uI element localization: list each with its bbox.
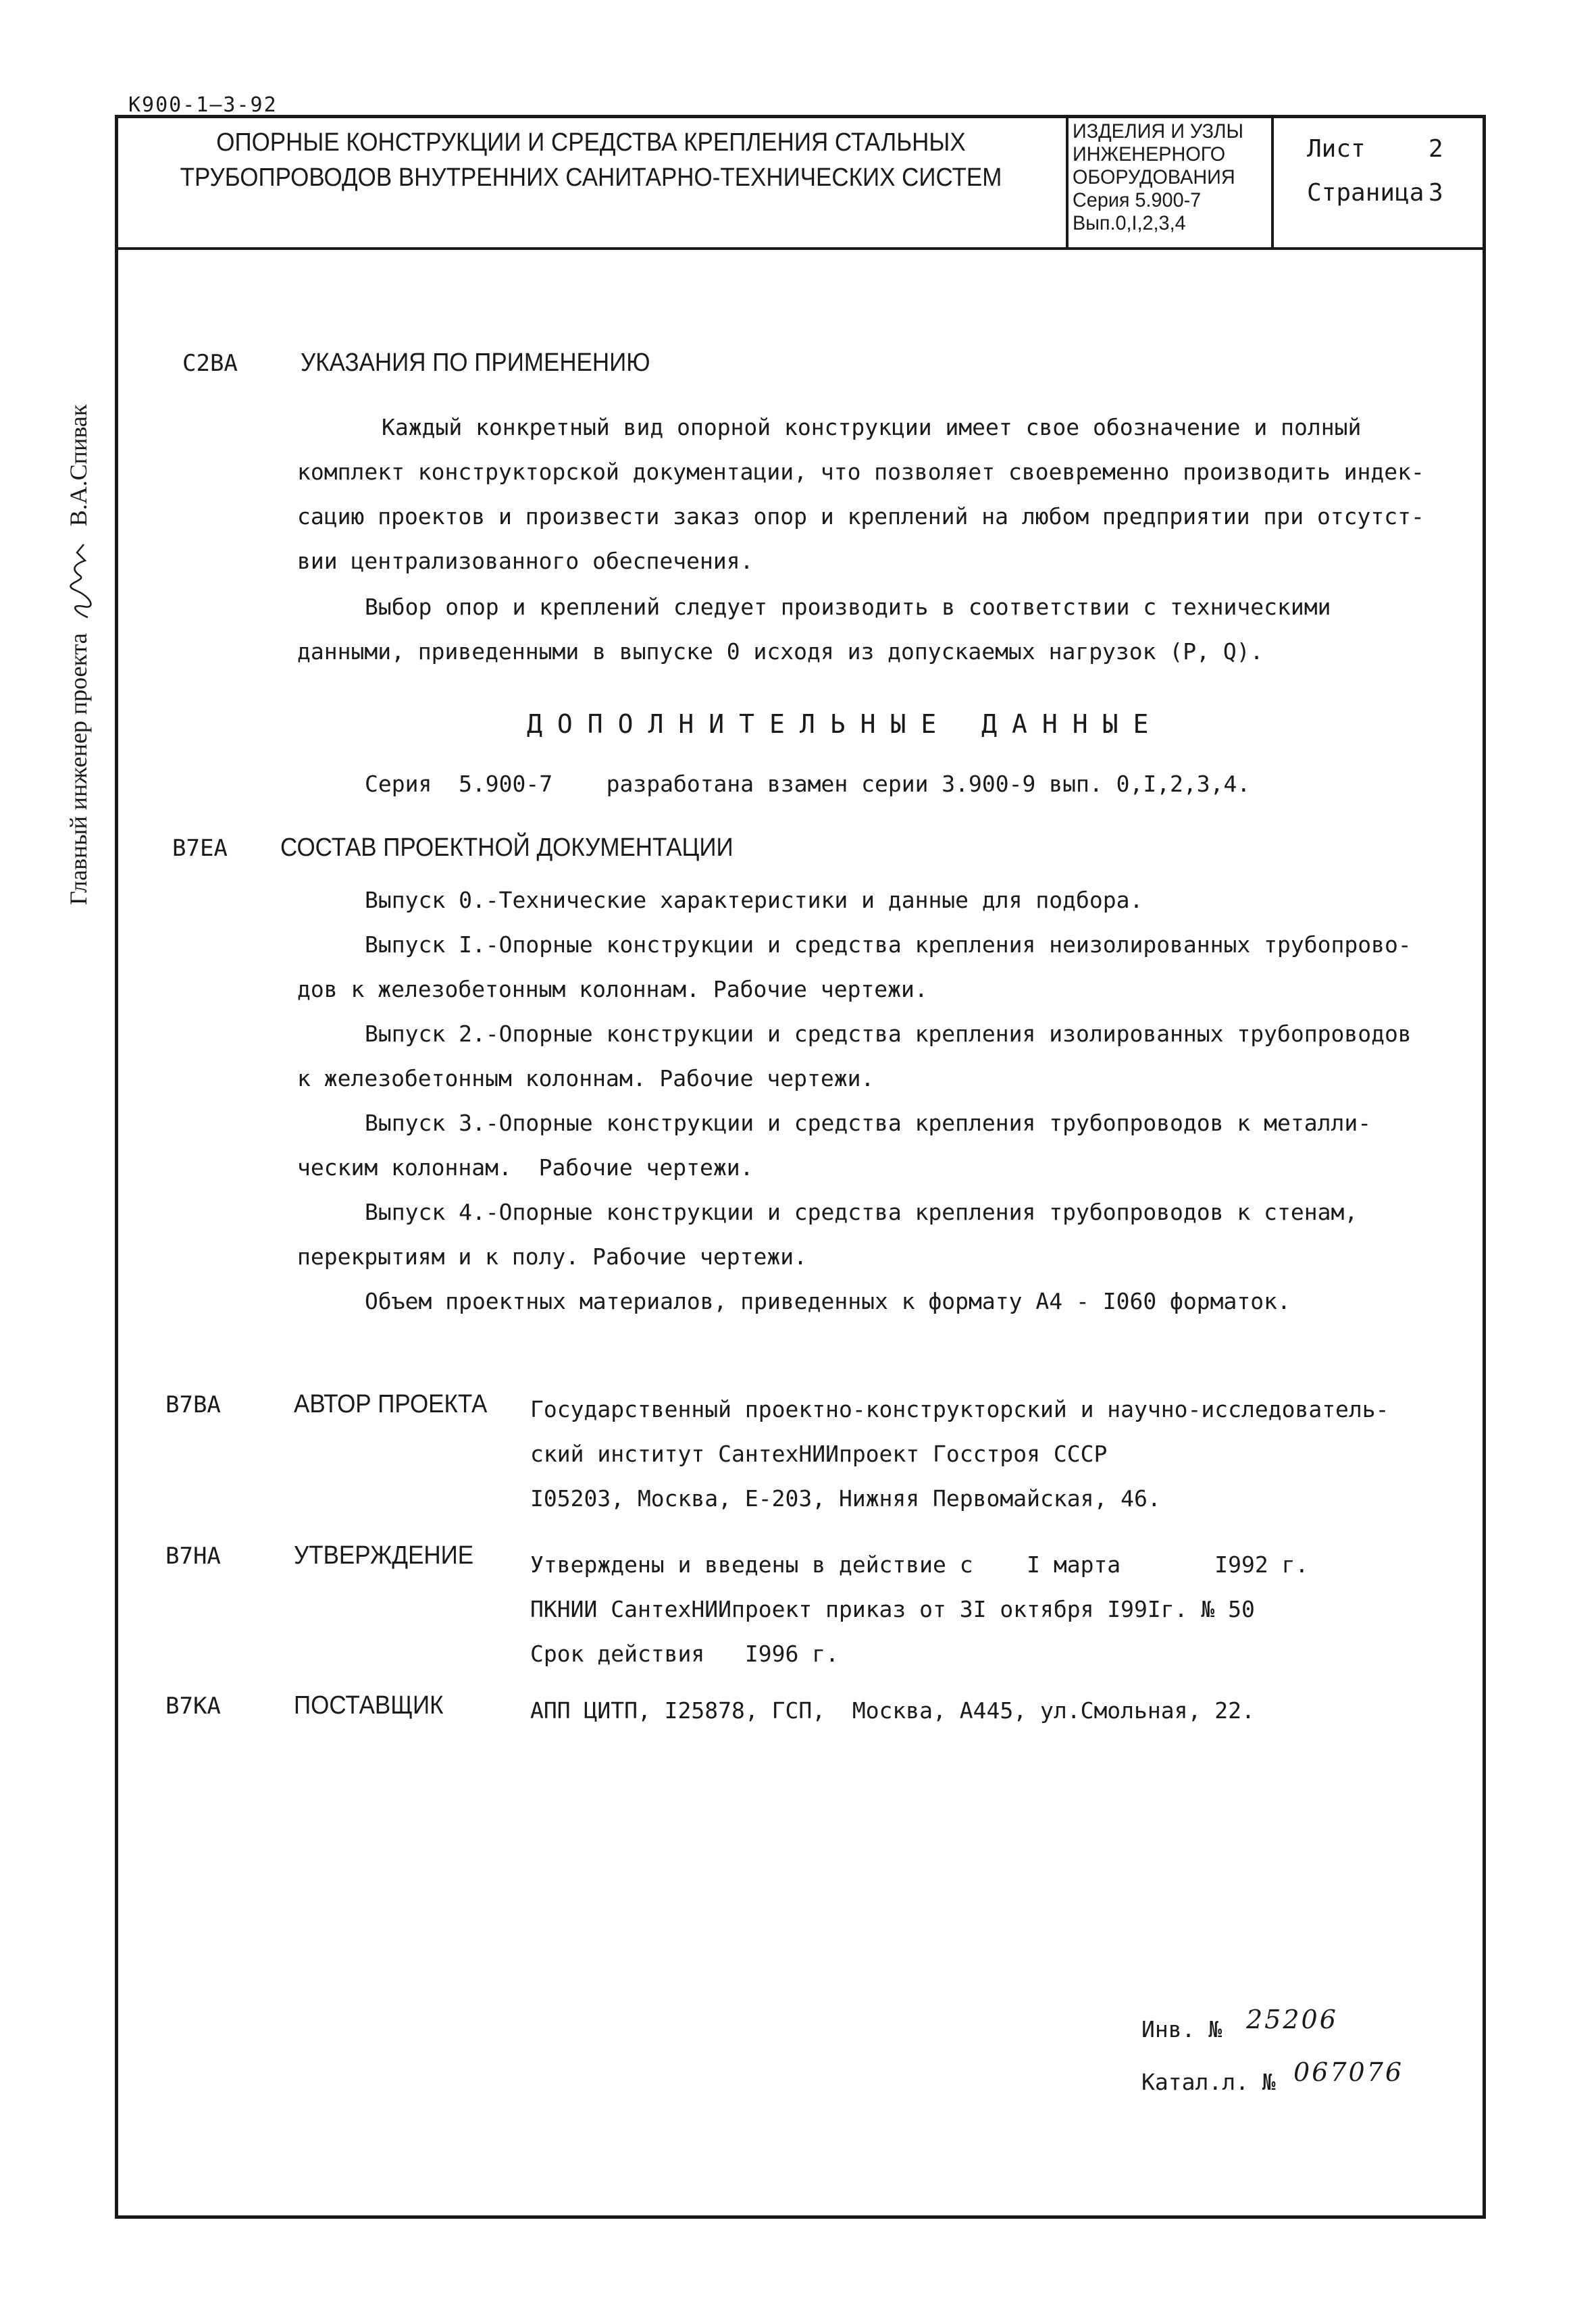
catalog-number: 067076 (1293, 2057, 1404, 2087)
paragraph-line: ский институт СантехНИИпроект Госстроя СССР (530, 1441, 1108, 1467)
chief-engineer-signature-line (64, 405, 95, 905)
series-replacement-note: Серия 5.900-7 разработана взамен серии 3.900-9 вып. 0,I,2,3,4. (365, 771, 1251, 797)
page-number: 3 (1428, 179, 1443, 207)
inventory-label: Инв. № (1141, 2016, 1222, 2042)
section-code: C2BA (182, 350, 238, 377)
paragraph-line: ческим колоннам. Рабочие чертежи. (297, 1154, 754, 1181)
title-divider (1066, 115, 1069, 250)
sheet-label: Лист (1307, 135, 1366, 163)
additional-data-heading: ДОПОЛНИТЕЛЬНЫЕ ДАННЫЕ (527, 709, 1164, 739)
inventory-number: 25206 (1246, 2005, 1338, 2034)
section-code: B7EA (172, 835, 228, 862)
paragraph-line: Выпуск I.-Опорные конструкции и средства крепления неизолированных трубопрово- (365, 931, 1412, 958)
paragraph-line: I05203, Москва, Е-203, Нижняя Первомайская, 46. (530, 1485, 1161, 1512)
sheet-number: 2 (1428, 135, 1443, 163)
series-block (1073, 120, 1260, 235)
section-title: УКАЗАНИЯ ПО ПРИМЕНЕНИЮ (301, 349, 650, 377)
section-label: АВТОР ПРОЕКТА (294, 1390, 488, 1418)
paragraph-line: АПП ЦИТП, I25878, ГСП, Москва, А445, ул.Смольная, 22. (530, 1697, 1255, 1724)
paragraph-line: Государственный проектно-конструкторский и научно-исследователь- (530, 1396, 1389, 1422)
section-title: СОСТАВ ПРОЕКТНОЙ ДОКУМЕНТАЦИИ (280, 833, 733, 862)
paragraph-line: ПКНИИ СантехНИИпроект приказ от 3I октября I99Iг. № 50 (530, 1596, 1255, 1622)
series-line: Вып.0,I,2,3,4 (1073, 212, 1186, 234)
paragraph-line: перекрытиям и к полу. Рабочие чертежи. (297, 1243, 807, 1270)
chief-engineer-role: Главный инженер проекта (65, 633, 92, 905)
document-title (156, 125, 1026, 195)
paragraph-line: к железобетонным колоннам. Рабочие чертежи. (297, 1065, 875, 1091)
section-code: B7BA (165, 1391, 221, 1418)
paragraph-line: комплект конструкторской документации, что позволяет своевременно производить индек- (297, 459, 1424, 485)
section-label: УТВЕРЖДЕНИЕ (294, 1541, 474, 1570)
catalog-label: Катал.л. № (1141, 2069, 1276, 2095)
series-line: ИЗДЕЛИЯ И УЗЛЫ (1073, 120, 1244, 143)
section-label: ПОСТАВЩИК (294, 1691, 444, 1720)
paragraph-line: вии централизованного обеспечения. (297, 548, 754, 574)
paragraph-line: Выбор опор и креплений следует производить в соответствии с техническими (365, 594, 1331, 620)
series-line: ИНЖЕНЕРНОГО (1073, 143, 1226, 165)
document-code: К900-1—3-92 (128, 93, 278, 117)
series-line: ОБОРУДОВАНИЯ (1073, 166, 1235, 188)
series-line: Серия 5.900-7 (1073, 189, 1202, 211)
page-label: Страница (1307, 179, 1424, 207)
handwritten-signature (68, 539, 95, 620)
paragraph-line: Объем проектных материалов, приведенных к формату А4 - I060 форматок. (365, 1288, 1291, 1314)
paragraph-line: сацию проектов и произвести заказ опор и креплений на любом предприятии при отсутст- (297, 503, 1424, 530)
paragraph-line: Выпуск 2.-Опорные конструкции и средства крепления изолированных трубопроводов (365, 1021, 1412, 1047)
title-line-2: ТРУБОПРОВОДОВ ВНУТРЕННИХ САНИТАРНО-ТЕХНИЧЕСКИХ СИСТЕМ (180, 163, 1002, 192)
paragraph-line: Утверждены и введены в действие с I марта I992 г. (530, 1551, 1309, 1578)
paragraph-line: данными, приведенными в выпуске 0 исходя из допускаемых нагрузок (P, Q). (297, 638, 1264, 665)
chief-engineer-name: В.А.Спивак (65, 404, 92, 527)
title-divider (1271, 115, 1274, 250)
title-line-1: ОПОРНЫЕ КОНСТРУКЦИИ И СРЕДСТВА КРЕПЛЕНИЯ СТАЛЬНЫХ (216, 128, 966, 157)
paragraph-line: Выпуск 3.-Опорные конструкции и средства крепления трубопроводов к металли- (365, 1110, 1372, 1136)
paragraph-line: Каждый конкретный вид опорной конструкции имеет свое обозначение и полный (382, 414, 1362, 440)
paragraph-line: дов к железобетонным колоннам. Рабочие чертежи. (297, 976, 928, 1002)
paragraph-line: Срок действия I996 г. (530, 1641, 839, 1667)
paragraph-line: Выпуск 4.-Опорные конструкции и средства крепления трубопроводов к стенам, (365, 1199, 1358, 1225)
paragraph-line: Выпуск 0.-Технические характеристики и данные для подбора. (365, 887, 1143, 913)
section-code: B7KA (165, 1693, 221, 1720)
section-code: B7HA (165, 1543, 221, 1570)
